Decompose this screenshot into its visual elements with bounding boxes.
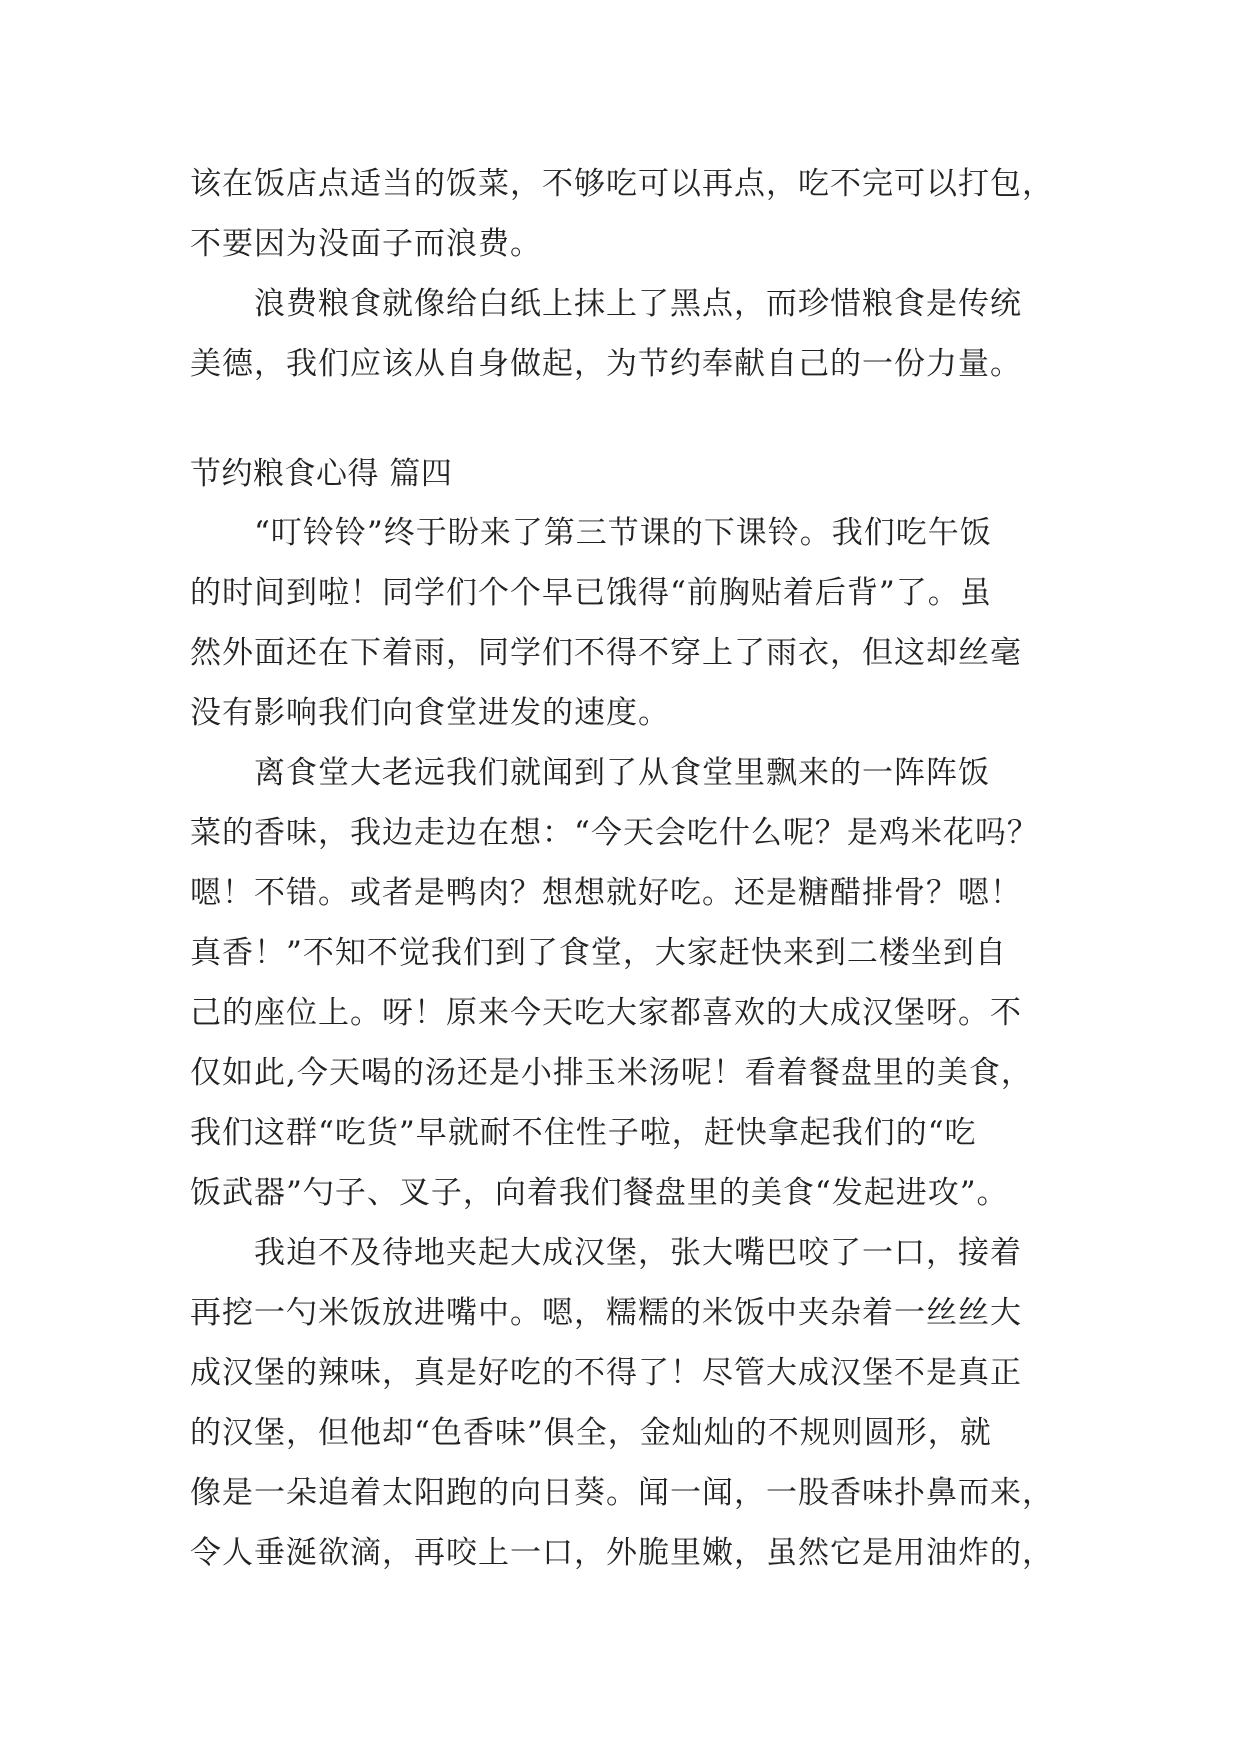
text-line: 我们这群“吃货”早就耐不住性子啦，赶快拿起我们的“吃	[190, 1115, 977, 1151]
text-line: 该在饭店点适当的饭菜，不够吃可以再点，吃不完可以打包，	[190, 166, 1054, 202]
text-line: 然外面还在下着雨，同学们不得不穿上了雨衣，但这却丝毫	[190, 635, 1022, 671]
text-line: 我迫不及待地夹起大成汉堡，张大嘴巴咬了一口，接着	[190, 1235, 1022, 1271]
text-line: “叮铃铃”终于盼来了第三节课的下课铃。我们吃午饭	[190, 515, 992, 551]
text-line: 浪费粮食就像给白纸上抹上了黑点，而珍惜粮食是传统	[190, 286, 1022, 322]
text-line: 己的座位上。呀！原来今天吃大家都喜欢的大成汉堡呀。不	[190, 995, 1022, 1031]
text-line: 离食堂大老远我们就闻到了从食堂里飘来的一阵阵饭	[190, 755, 990, 791]
text-line: 嗯！不错。或者是鸭肉？想想就好吃。还是糖醋排骨？嗯！	[190, 875, 1022, 911]
text-line: 再挖一勺米饭放进嘴中。嗯，糯糯的米饭中夹杂着一丝丝大	[190, 1295, 1022, 1331]
text-line: 美德，我们应该从自身做起，为节约奉献自己的一份力量。	[190, 346, 1022, 382]
text-line: 的汉堡，但他却“色香味”俱全，金灿灿的不规则圆形，就	[190, 1415, 992, 1451]
text-line: 成汉堡的辣味，真是好吃的不得了！尽管大成汉堡不是真正	[190, 1355, 1022, 1391]
text-line: 的时间到啦！同学们个个早已饿得“前胸贴着后背”了。虽	[190, 575, 992, 611]
section-heading: 节约粮食心得 篇四	[190, 456, 453, 492]
text-line: 没有影响我们向食堂进发的速度。	[190, 695, 670, 731]
text-line: 饭武器”勺子、叉子，向着我们餐盘里的美食“发起进攻”。	[190, 1175, 1009, 1211]
text-line: 令人垂涎欲滴，再咬上一口，外脆里嫩，虽然它是用油炸的，	[190, 1535, 1054, 1571]
text-line: 菜的香味，我边走边在想：“今天会吃什么呢？是鸡米花吗？	[190, 815, 1039, 851]
text-line: 不要因为没面子而浪费。	[190, 226, 542, 262]
text-line: 仅如此,今天喝的汤还是小排玉米汤呢！看着餐盘里的美食，	[190, 1055, 1033, 1091]
text-line: 真香！”不知不觉我们到了食堂，大家赶快来到二楼坐到自	[190, 935, 1007, 971]
text-line: 像是一朵追着太阳跑的向日葵。闻一闻，一股香味扑鼻而来，	[190, 1475, 1054, 1511]
